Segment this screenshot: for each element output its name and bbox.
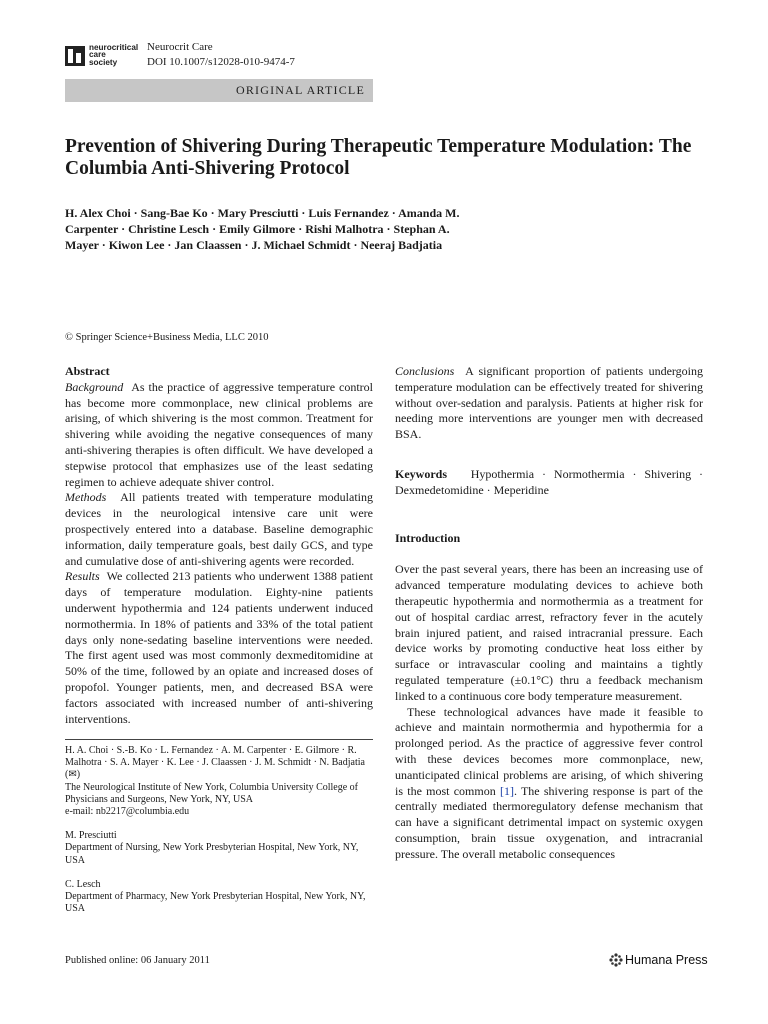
- affiliation-block: [65, 879, 373, 916]
- affiliation-institution: Department of Pharmacy, New York Presbyterian Hospital, New York, NY, USA: [65, 891, 366, 915]
- keywords-text: Hypothermia · Normothermia · Shivering · Dexmedetomidine · Meperidine: [395, 466, 703, 497]
- background-text: As the practice of aggressive temperature control has become more commonplace, new clinical problems are arising, of which shivering is the most common. Treatment for shivering while avoiding the negative consequences of many anti-shivering therapies is often difficult. We have developed a stepwise protocol that emphasizes use of the least sedating regimen to achieve adequate shiver control.: [65, 379, 373, 489]
- abstract-methods: [65, 490, 373, 569]
- affiliation-institution: Department of Nursing, New York Presbyterian Hospital, New York, NY, USA: [65, 842, 359, 866]
- corresponding-email[interactable]: e-mail: nb2217@columbia.edu: [65, 806, 190, 818]
- paragraph-text: . The shivering response is part of the centrally mediated thermoregulatory defense mechanism that can have a significant detrimental impact on systemic oxygen consumption, brain tissue oxygenation, and intracranial pressure. The overall metabolic consequences: [395, 783, 704, 861]
- keywords: [395, 467, 703, 499]
- results-label: Results: [65, 569, 100, 584]
- abstract-heading: Abstract: [65, 364, 110, 378]
- affiliations: [65, 745, 373, 927]
- conclusions-label: Conclusions: [395, 364, 455, 378]
- publisher-icon: [609, 953, 623, 967]
- paragraph-text: These technological advances have made it feasible to achieve and maintain normothermia and hypothermia for a prolonged period. As the practice of aggressive fever control with these devices becomes more commonplace, new, unanticipated clinical problems are arising, of which shivering is the most common: [395, 704, 703, 798]
- background-label: Background: [65, 379, 124, 394]
- abstract-section: [65, 364, 373, 727]
- right-column: [395, 364, 703, 863]
- abstract-conclusions: [395, 364, 703, 443]
- affiliation-block: [65, 745, 373, 818]
- author-list: H. Alex Choi · Sang-Bae Ko · Mary Presciutti · Luis Fernandez · Amanda M. Carpenter · Christine Lesch · Emily Gilmore · Rishi Malhotra · Stephan A. Mayer · Kiwon Lee · Jan Claassen · J. Michael Schmidt · Neeraj Badjatia: [65, 206, 460, 252]
- publisher-name: Humana Press: [625, 953, 708, 967]
- copyright-notice: © Springer Science+Business Media, LLC 2010: [65, 332, 269, 343]
- affiliation-authors: H. A. Choi · S.-B. Ko · L. Fernandez · A. M. Carpenter · E. Gilmore · R. Malhotra · S. A. Mayer · K. Lee · J. Claassen · J. M. Schmidt · N. Badjatia (✉): [65, 745, 365, 781]
- methods-text: All patients treated with temperature modulating devices in the neurological intensive care unit were prospectively entered into a database. Baseline demographic information, daily temperature goals, best daily GCS, and type and cumulative dose of anti-shivering agents were recorded.: [65, 490, 373, 568]
- introduction-paragraph-1: Over the past several years, there has been an increasing use of advanced temperature modulating devices to achieve both therapeutic hypothermia and normothermia as a treatment for out of hospital cardiac arrest, refractory fever in the acutely brain injured patient, and raised intracranial pressure. Each device works by promoting conductive heat loss either by surface or intravascular cooling and maintains a tightly regulated temperature (±0.1°C) thru a feedback mechanism linked to a continuous core body temperature measurement.: [395, 562, 703, 703]
- affiliation-authors: C. Lesch: [65, 878, 101, 890]
- introduction-heading: Introduction: [395, 530, 461, 545]
- affiliation-block: [65, 830, 373, 867]
- conclusions-text: A significant proportion of patients undergoing temperature modulation can be effectively treated for shivering without over-sedation and paralysis. Patients at higher risk for needing more interventions are younger men with decreased BSA.: [395, 364, 704, 442]
- journal-name: Neurocrit Care: [147, 41, 213, 53]
- society-logo-text: neurocritical care society: [89, 43, 139, 67]
- society-logo: [65, 44, 145, 68]
- affiliation-authors: M. Presciutti: [65, 830, 117, 842]
- publisher-logo: [609, 951, 709, 969]
- citation-link[interactable]: [1]: [499, 783, 514, 798]
- results-text: We collected 213 patients who underwent 1388 patient days of temperature modulation. Eighty-nine patients underwent hypothermia and 124 patients underwent induced normothermia. In 18% of patients and 33% of the total patient days only none-sedating baseline interventions were needed. The first agent used was most commonly dexmeditomidine at 50% of the time, followed by an opiate and increased doses of propofol. Younger patients, men, and decreased BSA were factors associated with increased number of anti-shivering interventions.: [65, 569, 374, 726]
- society-logo-icon: [65, 44, 85, 68]
- doi-link[interactable]: DOI 10.1007/s12028-010-9474-7: [147, 56, 295, 68]
- article-type-label: ORIGINAL ARTICLE: [235, 83, 365, 97]
- affiliation-institution: The Neurological Institute of New York, Columbia University College of Physicians and Surgeons, New York, NY, USA: [65, 781, 359, 805]
- published-date: Published online: 06 January 2011: [65, 955, 210, 966]
- abstract-results: [65, 569, 373, 727]
- methods-label: Methods: [65, 490, 107, 505]
- footnote-divider: [65, 739, 373, 740]
- article-type-banner: [65, 79, 373, 102]
- keywords-label: Keywords: [395, 466, 447, 481]
- abstract-background: [65, 380, 373, 491]
- introduction-paragraph-2: [395, 705, 703, 863]
- article-title: Prevention of Shivering During Therapeutic Temperature Modulation: The Columbia Anti-Shivering Protocol: [65, 136, 692, 179]
